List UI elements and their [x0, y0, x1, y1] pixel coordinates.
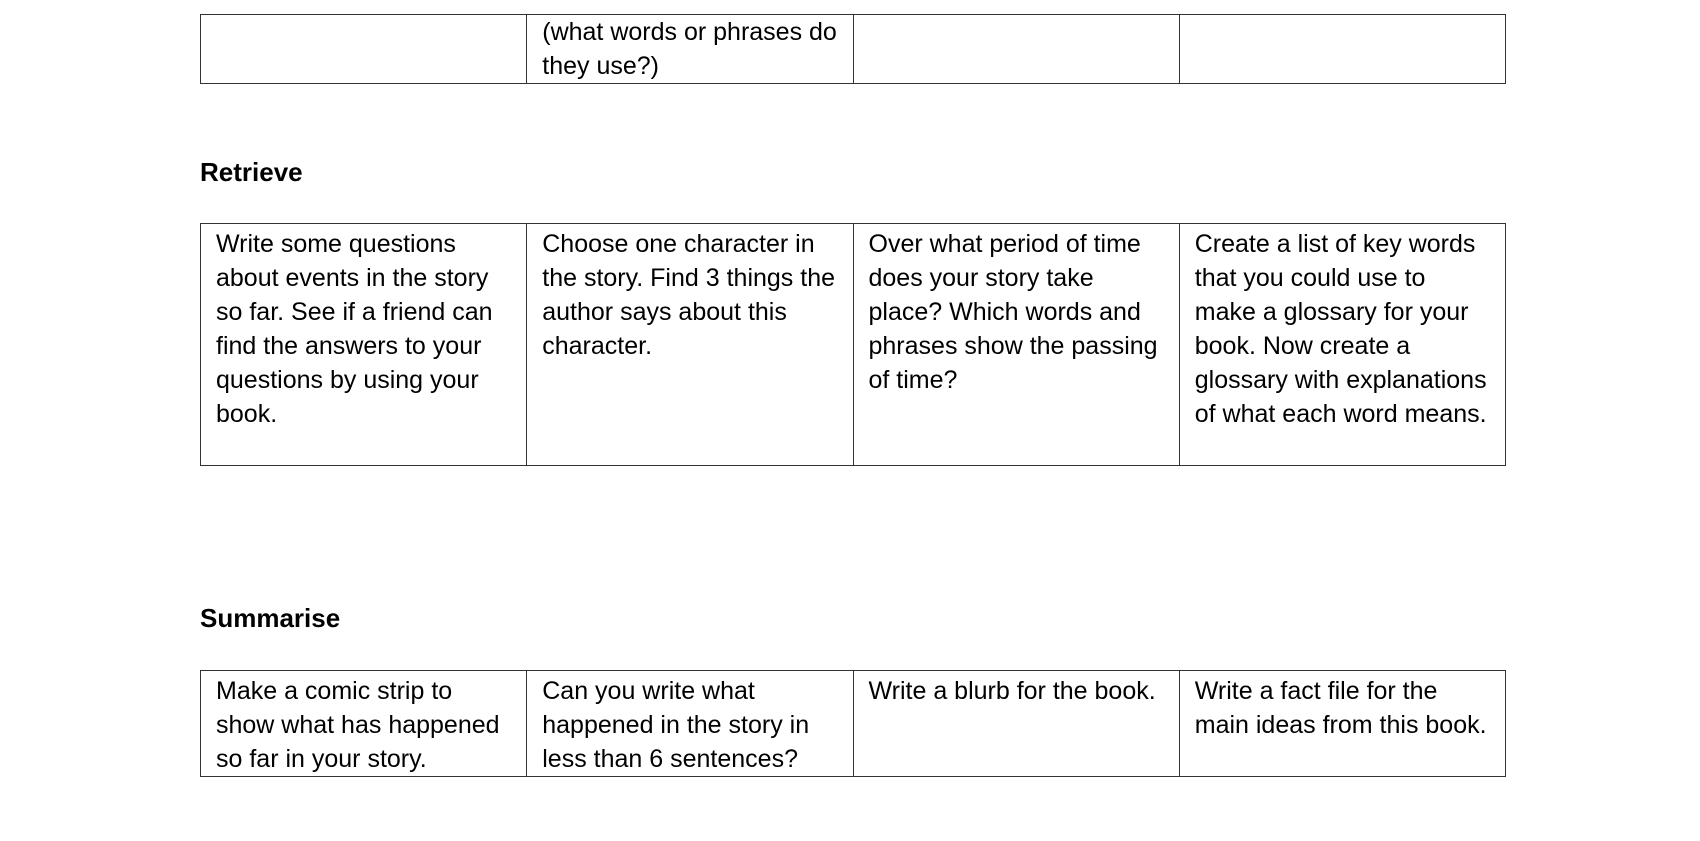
table-cell [853, 15, 1179, 84]
summarise-activity-table [200, 670, 1506, 777]
table-row [201, 224, 1506, 466]
section-heading-summarise: Summarise [200, 603, 341, 633]
table-row [201, 671, 1506, 777]
table-row [201, 15, 1506, 84]
table-cell: (what words or phrases do they use?) [527, 15, 853, 84]
table-cell: Write a fact file for the main ideas from this book. [1179, 671, 1505, 777]
table-cell: Write some questions about events in the story so far. See if a friend can find the answers to your questions by using your book. [201, 224, 527, 466]
table-cell [1179, 15, 1505, 84]
table-cell: Can you write what happened in the story in less than 6 sentences? [527, 671, 853, 777]
table-cell: Create a list of key words that you could use to make a glossary for your book. Now create a glossary with explanations of what each word means. [1179, 224, 1505, 466]
section-heading-retrieve: Retrieve [200, 157, 303, 187]
table-cell: Choose one character in the story. Find 3 things the author says about this character. [527, 224, 853, 466]
top-activity-table [200, 14, 1506, 84]
retrieve-activity-table [200, 223, 1506, 466]
table-cell: Over what period of time does your story take place? Which words and phrases show the passing of time? [853, 224, 1179, 466]
table-cell: Make a comic strip to show what has happened so far in your story. [201, 671, 527, 777]
table-cell [201, 15, 527, 84]
table-cell: Write a blurb for the book. [853, 671, 1179, 777]
